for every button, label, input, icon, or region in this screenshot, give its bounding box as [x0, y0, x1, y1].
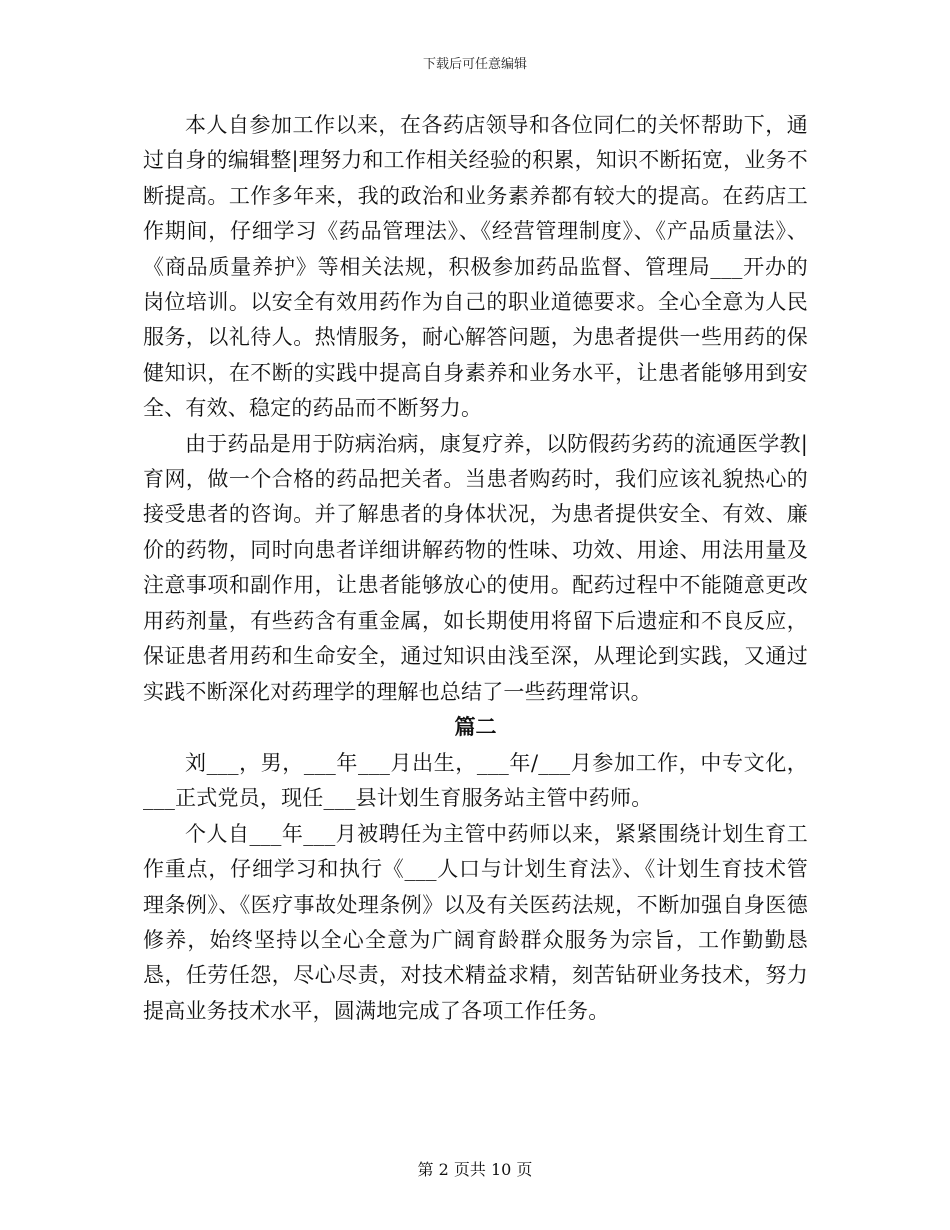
paragraph-4: 个人自___年___月被聘任为主管中药师以来，紧紧围绕计划生育工作重点，仔细学习和执行《___人口与计划生育法》、《计划生育技术管理条例》、《医疗事故处理条例》以及有关医药法规，不断加强自身医德修养，始终坚持以全心全意为广阔育龄群众服务为宗旨，工作勤勤恳恳，任劳任怨，尽心尽责，对技术精益求精，刻苦钻研业务技术，努力提高业务技术水平，圆满地完成了各项工作任务。	[143, 821, 808, 1023]
page-header: 下载后可任意编辑	[422, 57, 527, 72]
section-title: 篇二	[454, 714, 497, 739]
document-body	[143, 108, 808, 1029]
page-number: 第 2 页共 10 页	[417, 1160, 533, 1179]
paragraph-3: 刘___，男，___年___月出生，___年/___月参加工作，中专文化，___正式党员，现任___县计划生育服务站主管中药师。	[143, 750, 808, 811]
paragraph-2: 由于药品是用于防病治病，康复疗养，以防假药劣药的流通医学教|育网，做一个合格的药品把关者。当患者购药时，我们应该礼貌热心的接受患者的咨询。并了解患者的身体状况，为患者提供安全、有效、廉价的药物，同时向患者详细讲解药物的性味、功效、用途、用法用量及注意事项和副作用，让患者能够放心的使用。配药过程中不能随意更改用药剂量，有些药含有重金属，如长期使用将留下后遗症和不良反应，保证患者用药和生命安全，通过知识由浅至深，从理论到实践，又通过实践不断深化对药理学的理解也总结了一些药理常识。	[143, 431, 808, 704]
paragraph-1: 本人自参加工作以来，在各药店领导和各位同仁的关怀帮助下，通过自身的编辑整|理努力和工作相关经验的积累，知识不断拓宽，业务不断提高。工作多年来，我的政治和业务素养都有较大的提高。在药店工作期间，仔细学习《药品管理法》、《经营管理制度》、《产品质量法》、《商品质量养护》等相关法规，积极参加药品监督、管理局___开办的岗位培训。以安全有效用药作为自己的职业道德要求。全心全意为人民服务，以礼待人。热情服务，耐心解答问题，为患者提供一些用药的保健知识，在不断的实践中提高自身素养和业务水平，让患者能够用到安全、有效、稳定的药品而不断努力。	[143, 113, 808, 421]
